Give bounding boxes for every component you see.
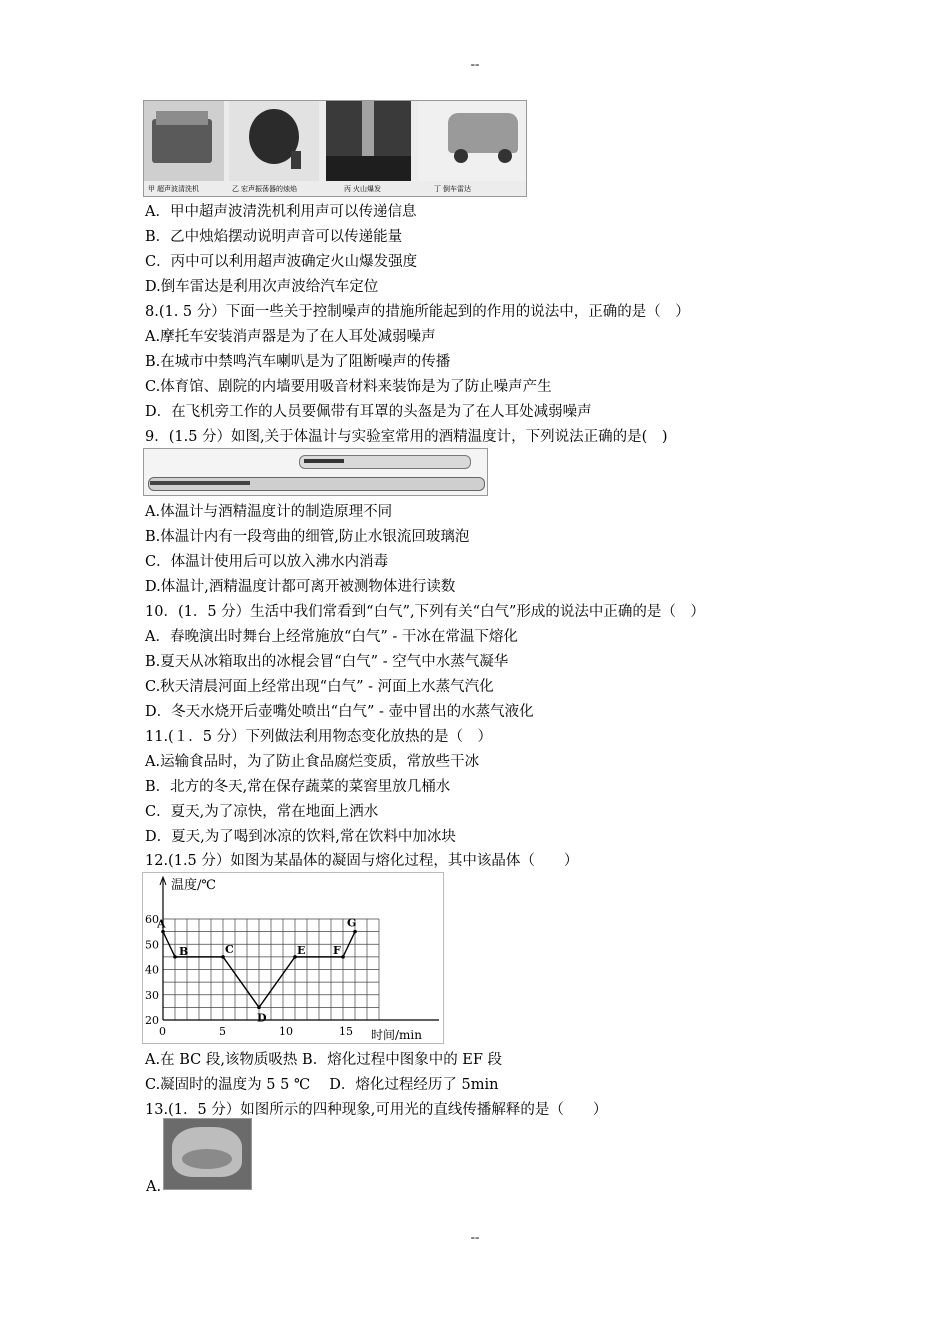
q11-option-a: A.运输食品时，为了防止食品腐烂变质，常放些干冰 bbox=[145, 754, 480, 770]
q12-options-cd: C.凝固时的温度为 5 5 ℃ D．熔化过程经历了 5min bbox=[145, 1077, 499, 1093]
q11-option-b: B．北方的冬天,常在保存蔬菜的菜窖里放几桶水 bbox=[145, 779, 451, 795]
q8-option-b: B.在城市中禁鸣汽车喇叭是为了阻断噪声的传播 bbox=[145, 354, 451, 370]
y-axis-label: 温度/℃ bbox=[171, 878, 216, 893]
q7-option-d: D.倒车雷达是利用次声波给汽车定位 bbox=[145, 279, 379, 295]
y-tick-label: 20 bbox=[145, 1014, 159, 1027]
q7-option-c: C．丙中可以利用超声波确定火山爆发强度 bbox=[145, 254, 418, 270]
y-tick-label: 40 bbox=[145, 963, 159, 977]
q11-option-d: D．夏天,为了喝到冰凉的饮料,常在饮料中加冰块 bbox=[145, 829, 456, 845]
reversing-radar-photo bbox=[418, 101, 526, 181]
caption-bing: 丙 火山爆发 bbox=[344, 186, 381, 193]
x-tick-label: 0 bbox=[159, 1025, 166, 1038]
point-label: E bbox=[297, 943, 306, 957]
chart-grid bbox=[163, 916, 379, 1020]
page-header-mark: -- bbox=[470, 56, 480, 71]
caption-jia: 甲 超声波清洗机 bbox=[148, 186, 199, 193]
caption-yi: 乙 宏声振荡器的烛焰 bbox=[232, 186, 297, 193]
q9-option-d: D.体温计,酒精温度计都可离开被测物体进行读数 bbox=[145, 579, 456, 595]
caption-ding: 丁 倒车雷达 bbox=[434, 186, 471, 193]
x-axis-label: 时间/min bbox=[371, 1028, 422, 1042]
q10-option-d: D．冬天水烧开后壶嘴处喷出“白气” - 壶中冒出的水蒸气液化 bbox=[145, 704, 534, 720]
thermometer-figure bbox=[143, 448, 488, 496]
point-label: D bbox=[257, 1011, 267, 1025]
x-tick-label: 5 bbox=[219, 1025, 226, 1038]
q8-option-c: C.体育馆、剧院的内墙要用吸音材料来装饰是为了防止噪声产生 bbox=[145, 379, 552, 395]
x-tick-label: 15 bbox=[339, 1025, 353, 1038]
point-label: C bbox=[225, 942, 234, 956]
y-tick-label: 30 bbox=[145, 988, 159, 1002]
point-label: B bbox=[179, 944, 189, 958]
q13-option-a-label: A. bbox=[146, 1179, 162, 1195]
q8-option-a: A.摩托车安装消声器是为了在人耳处减弱噪声 bbox=[145, 329, 436, 345]
x-tick-label: 10 bbox=[279, 1025, 293, 1038]
q7-option-b: B．乙中烛焰摆动说明声音可以传递能量 bbox=[145, 229, 403, 245]
page-footer-mark: -- bbox=[470, 1229, 480, 1244]
q7-figure bbox=[143, 100, 527, 197]
q8-stem: 8.(1. 5 分）下面一些关于控制噪声的措施所能起到的作用的说法中，正确的是（ ） bbox=[145, 304, 690, 320]
point-label: G bbox=[347, 916, 357, 930]
q7-option-a: A．甲中超声波清洗机利用声可以传递信息 bbox=[145, 204, 417, 220]
data-point bbox=[341, 955, 345, 959]
q13-stem: 13.(1．5 分）如图所示的四种现象,可用光的直线传播解释的是（ ） bbox=[145, 1102, 608, 1118]
point-label: A bbox=[157, 917, 166, 931]
q12-stem: 12.(1.5 分）如图为某晶体的凝固与熔化过程，其中该晶体（ ） bbox=[145, 853, 579, 869]
q9-stem: 9．(1.5 分）如图,关于体温计与实验室常用的酒精温度计，下列说法正确的是( ) bbox=[145, 429, 668, 445]
y-tick-label: 60 bbox=[145, 913, 159, 926]
q9-option-a: A.体温计与酒精温度计的制造原理不同 bbox=[145, 504, 393, 520]
volcano-photo bbox=[326, 101, 411, 181]
data-point bbox=[353, 930, 357, 934]
q12-options-ab: A.在 BC 段,该物质吸热 B．熔化过程中图象中的 EF 段 bbox=[145, 1052, 503, 1068]
q13-option-a-photo bbox=[163, 1118, 252, 1190]
candle-speaker-photo bbox=[229, 101, 319, 181]
q9-option-c: C．体温计使用后可以放入沸水内消毒 bbox=[145, 554, 389, 570]
q10-stem: 10．(1．5 分）生活中我们常看到“白气”,下列有关“白气”形成的说法中正确的是（ ） bbox=[145, 604, 705, 620]
q10-option-c: C.秋天清晨河面上经常出现“白气” - 河面上水蒸气汽化 bbox=[145, 679, 494, 695]
y-tick-label: 50 bbox=[145, 938, 159, 952]
q10-option-a: A．春晚演出时舞台上经常施放“白气” - 干冰在常温下熔化 bbox=[145, 629, 518, 645]
data-point bbox=[257, 1006, 261, 1010]
crystal-temperature-chart bbox=[142, 872, 444, 1044]
ultrasonic-cleaner-photo bbox=[144, 101, 224, 181]
q10-option-b: B.夏天从冰箱取出的冰棍会冒“白气” - 空气中水蒸气凝华 bbox=[145, 654, 509, 670]
q8-option-d: D．在飞机旁工作的人员要佩带有耳罩的头盔是为了在人耳处减弱噪声 bbox=[145, 404, 592, 420]
q9-option-b: B.体温计内有一段弯曲的细管,防止水银流回玻璃泡 bbox=[145, 529, 470, 545]
data-point bbox=[173, 955, 177, 959]
q11-stem: 11.(１．5 分）下列做法利用物态变化放热的是（ ） bbox=[145, 729, 493, 745]
q11-option-c: C．夏天,为了凉快，常在地面上洒水 bbox=[145, 804, 379, 820]
point-label: F bbox=[333, 943, 341, 957]
